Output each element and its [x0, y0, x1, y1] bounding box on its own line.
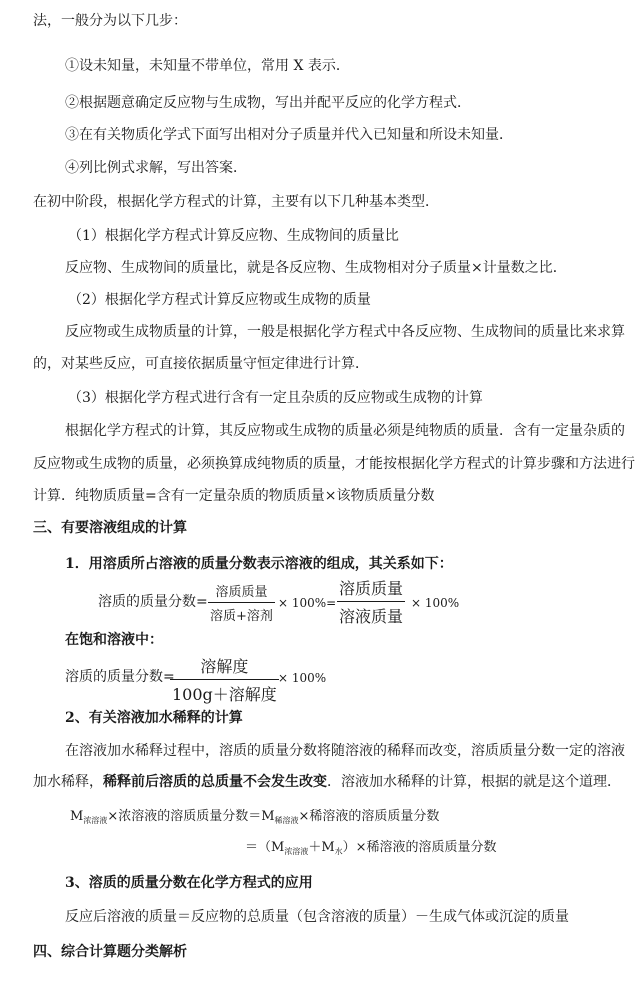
step-3: ③在有关物质化学式下面写出相对分子质量并代入已知量和所设未知量． — [65, 127, 513, 143]
type3-title: （3）根据化学方程式进行含有一定且杂质的反应物或生成物的计算 — [68, 390, 483, 406]
step-2: ②根据题意确定反应物与生成物，写出并配平反应的化学方程式． — [65, 95, 471, 111]
saturated-label: 溶质的质量分数= — [65, 669, 175, 685]
eq2-text-c: ）×稀溶液的溶质质量分数 — [342, 840, 497, 855]
fraction-solute-over-solution — [337, 576, 405, 627]
times-100-saturated: × 100% — [278, 671, 327, 685]
dilution-equation-2 — [245, 838, 497, 859]
times-100: × 100% — [411, 596, 460, 610]
dilution-para-line1: 在溶液加水稀释过程中，溶质的质量分数将随溶液的稀释而改变，溶质质量分数一定的溶液 — [65, 743, 625, 759]
section3-title: 三、有要溶液组成的计算 — [33, 520, 187, 536]
eq2-sub-concentrated: 浓溶液 — [284, 847, 309, 856]
type3-body-line1: 根据化学方程式的计算，其反应物或生成物的质量必须是纯物质的质量．含有一定量杂质的 — [65, 423, 625, 439]
type2-body-line1: 反应物或生成物质量的计算，一般是根据化学方程式中各反应物、生成物间的质量比来求算 — [65, 324, 625, 340]
sub3-title: 3、溶质的质量分数在化学方程式的应用 — [65, 875, 313, 891]
type2-title: （2）根据化学方程式计算反应物或生成物的质量 — [68, 292, 371, 308]
fraction-denominator: 溶液质量 — [337, 601, 405, 627]
fraction-numerator: 溶质质量 — [339, 579, 404, 598]
fraction-denominator: 100g＋溶解度 — [170, 679, 279, 705]
fraction-numerator: 溶质质量 — [215, 585, 268, 600]
dilution-key-point: 稀释前后溶质的总质量不会发生改变 — [103, 774, 327, 790]
type1-body: 反应物、生成物间的质量比，就是各反应物、生成物相对分子质量×计量数之比． — [65, 260, 567, 276]
sub1-title: 1．用溶质所占溶液的质量分数表示溶液的组成，其关系如下： — [65, 556, 453, 572]
times-100-equals: × 100%= — [278, 596, 337, 610]
dilution-equation-1 — [70, 807, 439, 828]
step-1: ①设未知量，未知量不带单位，常用 X 表示． — [65, 58, 350, 74]
fraction-numerator: 溶解度 — [200, 657, 249, 676]
type3-body-line3: 计算．纯物质质量=含有一定量杂质的物质质量×该物质质量分数 — [33, 488, 435, 504]
eq1-sub-concentrated: 浓溶液 — [83, 816, 108, 825]
sub2-title: 2、有关溶液加水稀释的计算 — [65, 710, 243, 726]
fraction-solubility — [170, 654, 279, 705]
fraction-solute-over-sum — [208, 581, 275, 624]
step-4: ④列比例式求解，写出答案． — [65, 160, 247, 176]
eq1-text-b: ×稀溶液的溶质质量分数 — [298, 809, 440, 824]
eq2-text-b: ＋M — [308, 840, 335, 855]
sub3-body: 反应后溶液的质量＝反应物的总质量（包含溶液的质量）－生成气体或沉淀的质量 — [65, 909, 569, 925]
dilution-para-line2 — [33, 772, 621, 792]
dilution-text-c: ．溶液加水稀释的计算，根据的就是这个道理． — [327, 774, 621, 790]
intro-line: 法，一般分为以下几步： — [33, 13, 187, 29]
section4-title: 四、综合计算题分类解析 — [33, 944, 187, 960]
eq1-sub-dilute: 稀溶液 — [274, 816, 299, 825]
dilution-text-a: 加水稀释， — [33, 774, 103, 790]
mass-fraction-label: 溶质的质量分数= — [98, 594, 208, 610]
type3-body-line2: 反应物或生成物的质量，必须换算成纯物质的质量，才能按根据化学方程式的计算步骤和方法进行 — [33, 456, 635, 472]
types-intro: 在初中阶段，根据化学方程式的计算，主要有以下几种基本类型． — [33, 194, 439, 210]
eq1-m: M — [70, 809, 84, 824]
saturated-title: 在饱和溶液中： — [65, 632, 163, 648]
eq2-sub-water: 水 — [334, 847, 343, 856]
type1-title: （1）根据化学方程式计算反应物、生成物间的质量比 — [68, 228, 399, 244]
eq1-text-a: ×浓溶液的溶质质量分数＝M — [107, 809, 275, 824]
fraction-denominator: 溶质+溶剂 — [208, 602, 275, 624]
type2-body-line2: 的，对某些反应，可直接依据质量守恒定律进行计算． — [33, 356, 369, 372]
eq2-text-a: ＝（M — [245, 840, 285, 855]
